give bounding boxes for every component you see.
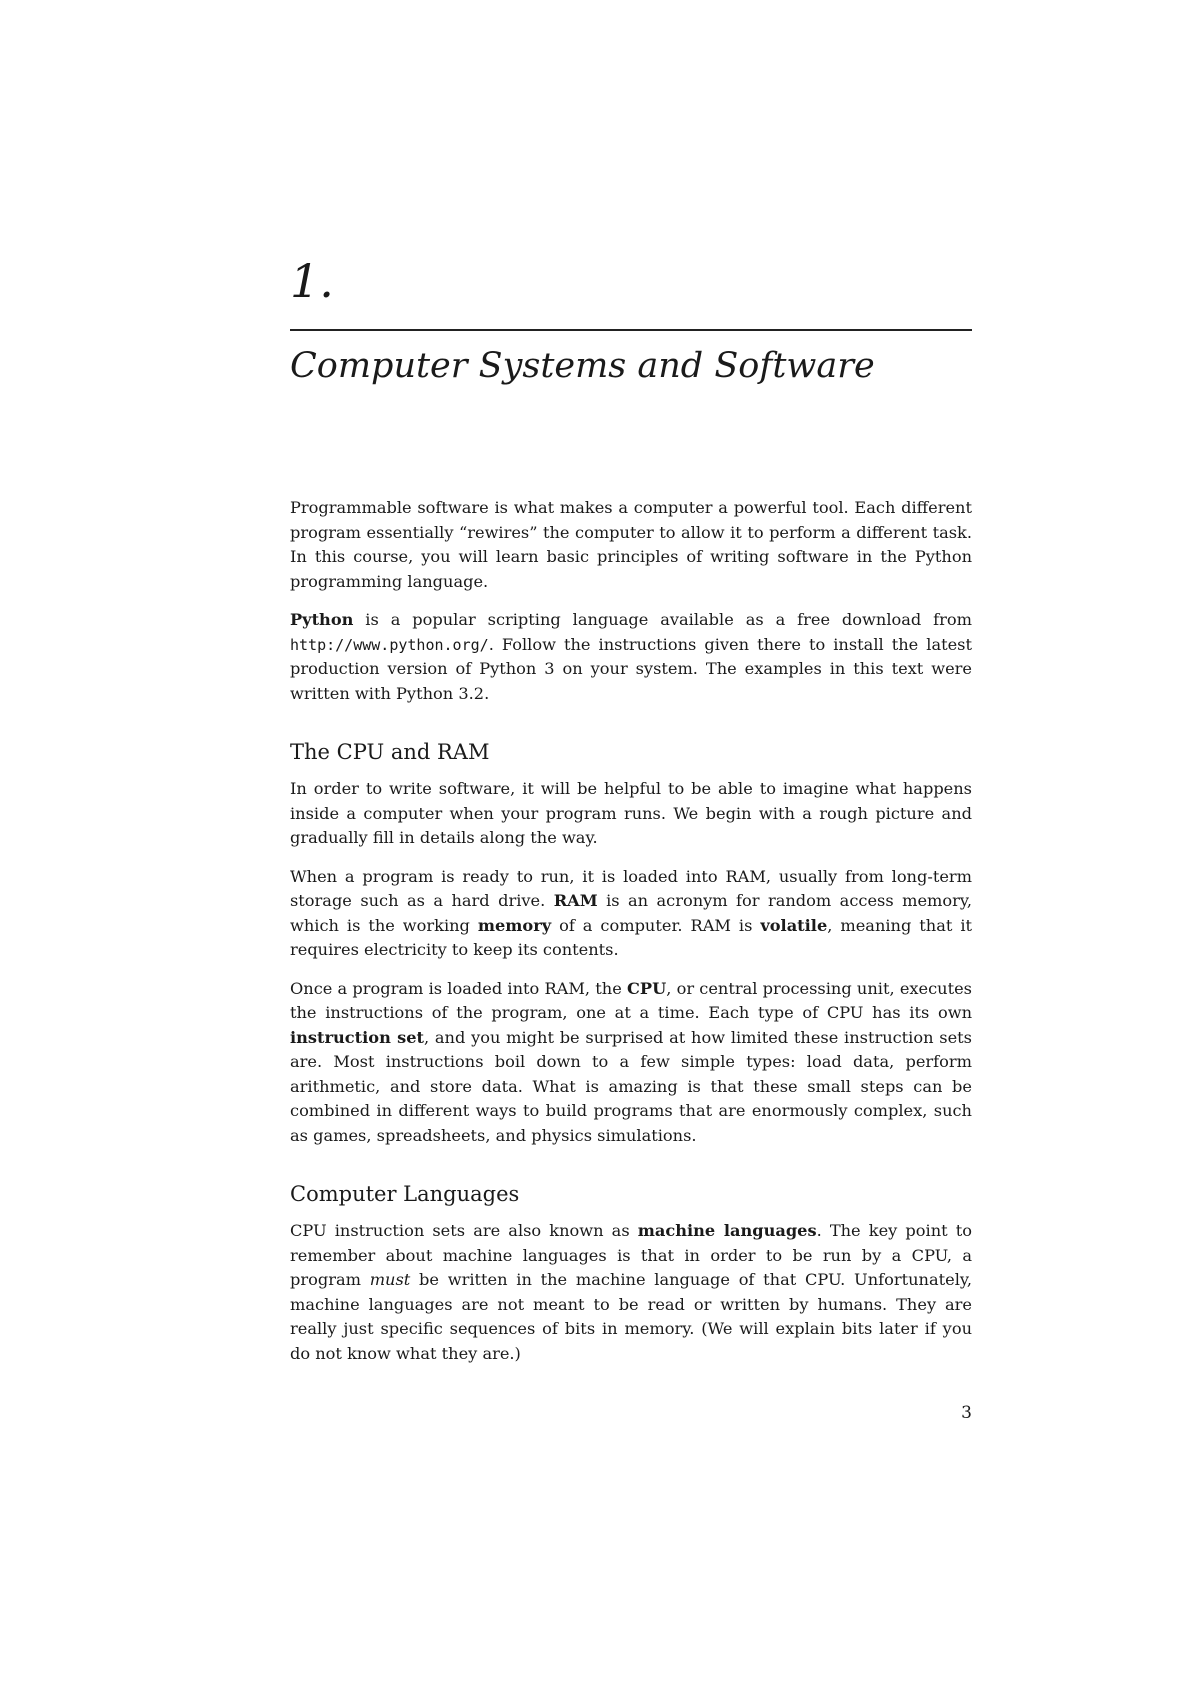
chapter-body xyxy=(290,496,972,1380)
intro-paragraph-1: Programmable software is what makes a computer a powerful tool. Each different program essentially “rewires” the computer to allow it to perform a different task. In this course, you will learn basic principles of writing software in the Python programming language. xyxy=(290,498,972,591)
text-span: is a popular scripting language available as a free download from xyxy=(353,610,972,629)
cpu-ram-paragraph-1: In order to write software, it will be helpful to be able to imagine what happens inside a computer when your program runs. We begin with a rough picture and gradually fill in details along the way. xyxy=(290,779,972,848)
text-span: When a program is ready to run, it is loaded into RAM, usually from long-term storage such as a hard drive. xyxy=(290,866,972,911)
term-python: Python xyxy=(290,610,354,629)
term-ram: RAM xyxy=(553,891,598,911)
page-number: 3 xyxy=(961,1403,972,1423)
chapter-title: Computer Systems and Software xyxy=(290,346,875,386)
text-span: Once a program is loaded into RAM, the xyxy=(290,978,628,998)
section-heading-computer-languages: Computer Languages xyxy=(290,1182,520,1207)
term-memory: memory xyxy=(477,915,552,935)
text-span: of a computer. RAM is xyxy=(551,915,761,935)
python-url-link[interactable]: http://www.python.org/ xyxy=(290,635,489,654)
intro-paragraph-2 xyxy=(290,608,972,706)
emphasis-must: must xyxy=(369,1270,411,1290)
term-volatile: volatile xyxy=(760,915,828,935)
term-instruction-set: instruction set xyxy=(290,1027,424,1047)
cpu-ram-paragraph-3 xyxy=(290,977,972,1149)
chapter-number: 1. xyxy=(290,254,334,308)
text-span: . The key point to remember about machine languages is that in order to be run by a CPU, a program xyxy=(290,1221,973,1290)
text-span: , and you might be surprised at how limited these instruction sets are. Most instructions boil down to a few simple types: load data, perform arithmetic, and store data. What is amazing is that these small steps can be combined in different ways to build programs that are enormously complex, such as games, spreadsheets, and physics simulations. xyxy=(290,1027,972,1145)
languages-paragraph-1 xyxy=(290,1219,972,1366)
text-span: , meaning that it requires electricity to keep its contents. xyxy=(290,915,973,960)
text-span: . Follow the instructions given there to install the latest production version of Python 3 on your system. The examples in this text were written with Python 3.2. xyxy=(290,634,972,703)
cpu-ram-paragraph-2 xyxy=(290,865,972,963)
term-cpu: CPU xyxy=(627,978,667,998)
text-span: be written in the machine language of that CPU. Unfortunately, machine languages are not meant to be read or written by humans. They are really just specific sequences of bits in memory. (We will explain bits later if you do not know what they are.) xyxy=(290,1270,973,1363)
chapter-divider xyxy=(290,329,972,331)
text-span: , or central processing unit, executes the instructions of the program, one at a time. Each type of CPU has its own xyxy=(290,978,972,1023)
section-heading-cpu-ram: The CPU and RAM xyxy=(290,740,490,764)
text-span: CPU instruction sets are also known as xyxy=(290,1221,638,1241)
term-machine-languages: machine languages xyxy=(637,1221,817,1241)
text-span: is an acronym for random access memory, which is the working xyxy=(290,891,973,935)
